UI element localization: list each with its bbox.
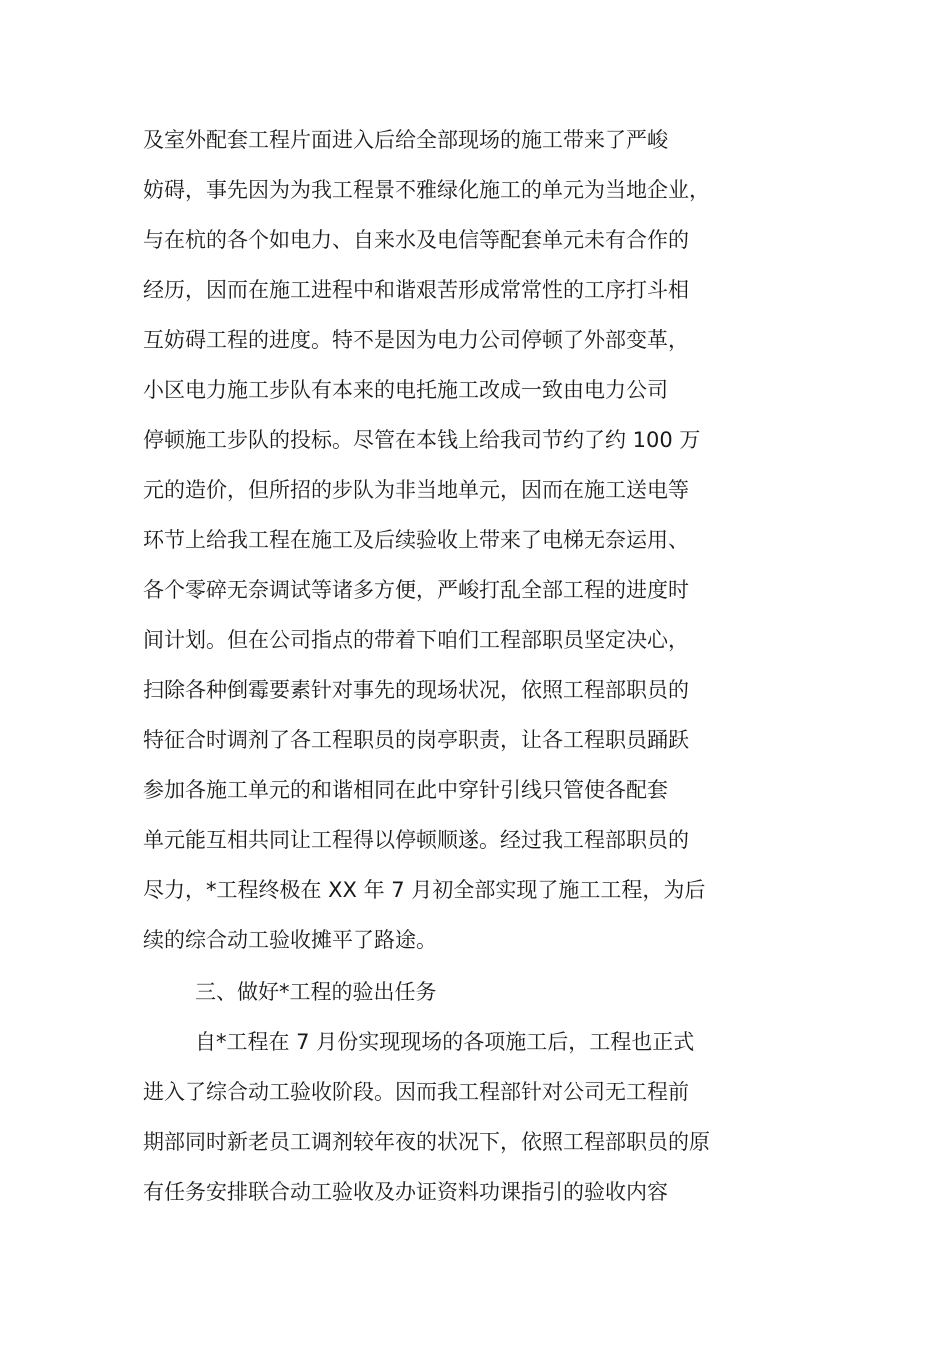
body-line: 及室外配套工程片面进入后给全部现场的施工带来了严峻 bbox=[143, 128, 668, 152]
body-line: 进入了综合动工验收阶段。因而我工程部针对公司无工程前 bbox=[143, 1080, 689, 1104]
body-line: 参加各施工单元的和谐相同在此中穿针引线只管使各配套 bbox=[143, 778, 668, 802]
body-line: 尽力，*工程终极在 XX 年 7 月初全部实现了施工工程，为后 bbox=[143, 878, 706, 902]
body-line: 互妨碍工程的进度。特不是因为电力公司停顿了外部变革， bbox=[143, 328, 689, 352]
body-line: 小区电力施工步队有本来的电托施工改成一致由电力公司 bbox=[143, 378, 668, 402]
body-line: 期部同时新老员工调剂较年夜的状况下，依照工程部职员的原 bbox=[143, 1130, 710, 1154]
body-line: 单元能互相共同让工程得以停顿顺遂。经过我工程部职员的 bbox=[143, 828, 689, 852]
body-line: 扫除各种倒霉要素针对事先的现场状况，依照工程部职员的 bbox=[143, 678, 689, 702]
body-line: 有任务安排联合动工验收及办证资料功课指引的验收内容 bbox=[143, 1180, 668, 1204]
body-line: 环节上给我工程在施工及后续验收上带来了电梯无奈运用、 bbox=[143, 528, 689, 552]
body-line: 与在杭的各个如电力、自来水及电信等配套单元未有合作的 bbox=[143, 228, 689, 252]
body-line: 经历，因而在施工进程中和谐艰苦形成常常性的工序打斗相 bbox=[143, 278, 689, 302]
section-heading: 三、做好*工程的验出任务 bbox=[195, 980, 437, 1004]
paragraph-first-line: 自*工程在 7 月份实现现场的各项施工后，工程也正式 bbox=[195, 1030, 695, 1054]
body-line: 各个零碎无奈调试等诸多方便，严峻打乱全部工程的进度时 bbox=[143, 578, 689, 602]
body-line: 元的造价，但所招的步队为非当地单元，因而在施工送电等 bbox=[143, 478, 689, 502]
body-line: 特征合时调剂了各工程职员的岗亭职责，让各工程职员踊跃 bbox=[143, 728, 689, 752]
body-line: 续的综合动工验收摊平了路途。 bbox=[143, 928, 437, 952]
body-line: 停顿施工步队的投标。尽管在本钱上给我司节约了约 100 万 bbox=[143, 428, 701, 452]
body-line: 间计划。但在公司指点的带着下咱们工程部职员坚定决心， bbox=[143, 628, 689, 652]
body-line: 妨碍，事先因为为我工程景不雅绿化施工的单元为当地企业， bbox=[143, 178, 710, 202]
